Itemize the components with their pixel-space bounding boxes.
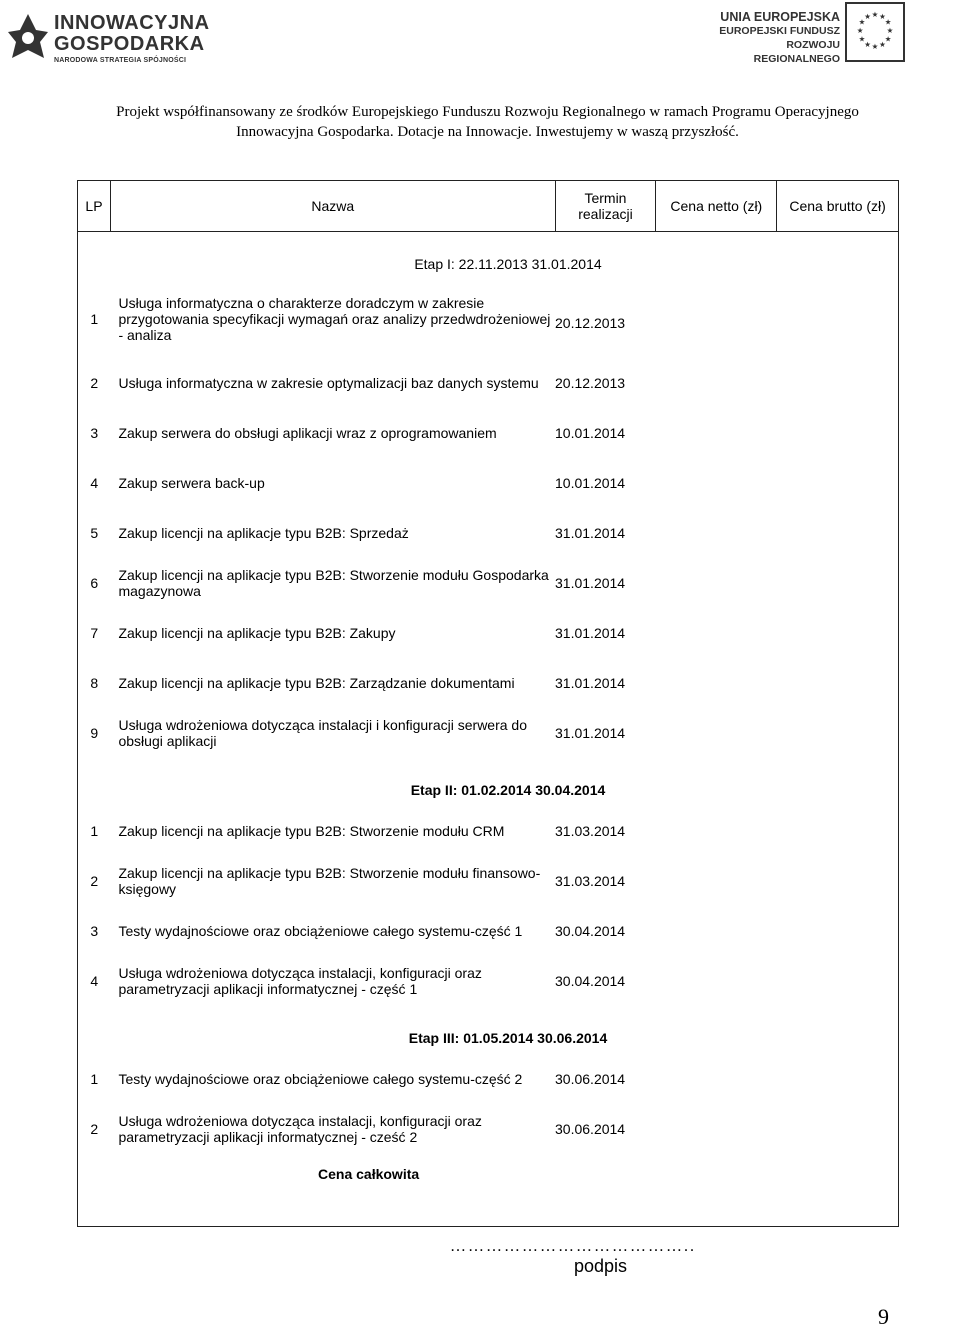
row-gross-price	[777, 1054, 899, 1104]
header-term	[555, 181, 656, 232]
header-gross-price: Cena brutto (zł)	[777, 181, 899, 232]
row-net-price	[656, 658, 777, 708]
svg-text:★: ★	[879, 11, 886, 21]
total-term	[555, 1154, 656, 1227]
row-name: Usługa informatyczna o charakterze doradczym w zakresie przygotowania specyfikacji wymagań oraz analizy przedwdrożeniowej - analiza	[118, 295, 551, 343]
row-name: Zakup licencji na aplikacje typu B2B: Sprzedaż	[118, 525, 409, 541]
svg-text:★: ★	[858, 34, 866, 44]
svg-text:★: ★	[864, 39, 871, 49]
svg-text:★: ★	[884, 34, 892, 44]
header-line2: Innowacyjna Gospodarka. Dotacje na Innowacje. Inwestujemy w waszą przyszłość.	[236, 124, 739, 140]
header-name: Nazwa	[110, 181, 555, 232]
row-name: Zakup licencji na aplikacje typu B2B: Zakupy	[118, 625, 396, 641]
row-net-price	[656, 408, 777, 458]
row-name: Usługa wdrożeniowa dotycząca instalacji, konfiguracji oraz parametryzacji aplikacji informatycznej - cześć 2	[118, 1113, 482, 1145]
stage-row	[78, 758, 899, 806]
header-lp: LP	[78, 181, 111, 232]
row-term: 30.04.2014	[555, 973, 626, 989]
table-row	[78, 608, 899, 658]
row-gross-price	[777, 1104, 899, 1154]
row-gross-price	[777, 280, 899, 358]
row-term: 31.01.2014	[555, 625, 626, 641]
row-term: 31.01.2014	[555, 725, 626, 741]
row-term: 31.01.2014	[555, 675, 626, 691]
table-row	[78, 358, 899, 408]
innowacyjna-gospodarka-emblem-icon	[6, 12, 50, 68]
stage-label: Etap III: 01.05.2014 30.06.2014	[408, 1030, 608, 1046]
header-line1: Projekt współfinansowany ze środków Europejskiego Funduszu Rozwoju Regionalnego w ramach Programu Operacyjnego	[116, 104, 859, 120]
table-row	[78, 508, 899, 558]
row-lp: 5	[78, 508, 111, 558]
row-term: 10.01.2014	[555, 475, 626, 491]
row-gross-price	[777, 906, 899, 956]
stage-label: Etap II: 01.02.2014 30.04.2014	[410, 782, 606, 798]
row-name: Zakup licencji na aplikacje typu B2B: Stworzenie modułu finansowo-księgowy	[118, 865, 541, 897]
eu-flag-icon	[845, 2, 905, 62]
row-lp: 3	[78, 906, 111, 956]
table-row	[78, 856, 899, 906]
row-gross-price	[777, 608, 899, 658]
table-header-row	[78, 181, 899, 232]
project-cofinancing-note	[0, 102, 960, 142]
stage-label: Etap I: 22.11.2013 31.01.2014	[414, 256, 602, 272]
row-lp: 6	[78, 558, 111, 608]
row-net-price	[656, 956, 777, 1006]
row-lp: 2	[78, 358, 111, 408]
row-name: Testy wydajnościowe oraz obciążeniowe całego systemu-część 1	[118, 923, 523, 939]
table-row	[78, 280, 899, 358]
stage-row	[78, 232, 899, 281]
row-term: 30.06.2014	[555, 1121, 626, 1137]
svg-text:★: ★	[858, 17, 866, 27]
row-gross-price	[777, 508, 899, 558]
row-lp: 3	[78, 408, 111, 458]
table-row	[78, 458, 899, 508]
row-net-price	[656, 558, 777, 608]
table-row	[78, 1104, 899, 1154]
table-row	[78, 708, 899, 758]
row-name: Usługa wdrożeniowa dotycząca instalacji i konfiguracji serwera do obsługi aplikacji	[118, 717, 527, 749]
logo-left-line3: NARODOWA STRATEGIA SPÓJNOŚCI	[54, 57, 187, 64]
header-term-line2: realizacji	[578, 206, 633, 222]
total-row	[78, 1154, 899, 1227]
row-gross-price	[777, 458, 899, 508]
row-term: 31.03.2014	[555, 873, 626, 889]
row-net-price	[656, 1054, 777, 1104]
table-row	[78, 558, 899, 608]
row-term: 20.12.2013	[555, 315, 626, 331]
logo-left-line2: GOSPODARKA	[54, 33, 205, 55]
schedule-price-table	[77, 180, 899, 1227]
row-net-price	[656, 1104, 777, 1154]
row-lp: 2	[78, 856, 111, 906]
svg-text:★: ★	[871, 10, 879, 20]
svg-text:★: ★	[884, 17, 892, 27]
row-name: Usługa informatyczna w zakresie optymalizacji baz danych systemu	[118, 375, 539, 391]
row-lp: 2	[78, 1104, 111, 1154]
svg-text:★: ★	[879, 39, 886, 49]
logo-right-line2: EUROPEJSKI FUNDUSZ	[719, 25, 840, 37]
row-lp: 4	[78, 458, 111, 508]
header-term-line1: Termin	[584, 190, 627, 206]
header-net-price: Cena netto (zł)	[656, 181, 777, 232]
row-gross-price	[777, 408, 899, 458]
row-term: 30.04.2014	[555, 923, 626, 939]
row-name: Usługa wdrożeniowa dotycząca instalacji, konfiguracji oraz parametryzacji aplikacji informatycznej - część 1	[118, 965, 482, 997]
row-net-price	[656, 708, 777, 758]
table-row	[78, 408, 899, 458]
row-gross-price	[777, 856, 899, 906]
row-lp: 7	[78, 608, 111, 658]
svg-text:★: ★	[856, 25, 864, 35]
svg-text:★: ★	[864, 11, 871, 21]
signature-line: …………………………………..	[450, 1238, 696, 1255]
table-row	[78, 1054, 899, 1104]
row-net-price	[656, 280, 777, 358]
row-gross-price	[777, 956, 899, 1006]
logo-right-line1: UNIA EUROPEJSKA	[720, 10, 840, 24]
innowacyjna-gospodarka-logo	[6, 12, 210, 68]
logo-right-line3: ROZWOJU REGIONALNEGO	[753, 39, 840, 65]
page-number: 9	[878, 1304, 889, 1329]
row-name: Zakup licencji na aplikacje typu B2B: Stworzenie modułu CRM	[118, 823, 505, 839]
table-row	[78, 806, 899, 856]
row-name: Zakup licencji na aplikacje typu B2B: Stworzenie modułu Gospodarka magazynowa	[118, 567, 549, 599]
row-lp: 1	[78, 1054, 111, 1104]
row-lp: 4	[78, 956, 111, 1006]
row-name: Zakup serwera do obsługi aplikacji wraz z oprogramowaniem	[118, 425, 497, 441]
row-net-price	[656, 508, 777, 558]
row-term: 30.06.2014	[555, 1071, 626, 1087]
table-row	[78, 906, 899, 956]
row-net-price	[656, 856, 777, 906]
row-net-price	[656, 806, 777, 856]
svg-text:★: ★	[886, 25, 894, 35]
row-net-price	[656, 358, 777, 408]
svg-text:★: ★	[871, 41, 879, 51]
stage-row	[78, 1006, 899, 1054]
row-name: Testy wydajnościowe oraz obciążeniowe całego systemu-część 2	[118, 1071, 523, 1087]
row-net-price	[656, 906, 777, 956]
row-term: 31.01.2014	[555, 525, 626, 541]
signature-label: podpis	[574, 1256, 628, 1276]
row-term: 20.12.2013	[555, 375, 626, 391]
table-body	[78, 232, 899, 1227]
row-lp: 1	[78, 280, 111, 358]
row-term: 31.01.2014	[555, 575, 626, 591]
total-label: Cena całkowita	[318, 1166, 420, 1182]
row-gross-price	[777, 358, 899, 408]
table-row	[78, 956, 899, 1006]
row-net-price	[656, 458, 777, 508]
row-gross-price	[777, 708, 899, 758]
total-gross-price	[777, 1154, 899, 1227]
row-name: Zakup serwera back-up	[118, 475, 265, 491]
row-term: 10.01.2014	[555, 425, 626, 441]
total-net-price	[656, 1154, 777, 1227]
row-lp: 1	[78, 806, 111, 856]
row-lp: 8	[78, 658, 111, 708]
row-gross-price	[777, 558, 899, 608]
row-gross-price	[777, 658, 899, 708]
row-term: 31.03.2014	[555, 823, 626, 839]
row-name: Zakup licencji na aplikacje typu B2B: Zarządzanie dokumentami	[118, 675, 515, 691]
table-row	[78, 658, 899, 708]
row-lp: 9	[78, 708, 111, 758]
row-net-price	[656, 608, 777, 658]
logo-left-line1: INNOWACYJNA	[54, 12, 210, 34]
row-gross-price	[777, 806, 899, 856]
eu-logo	[700, 2, 930, 66]
